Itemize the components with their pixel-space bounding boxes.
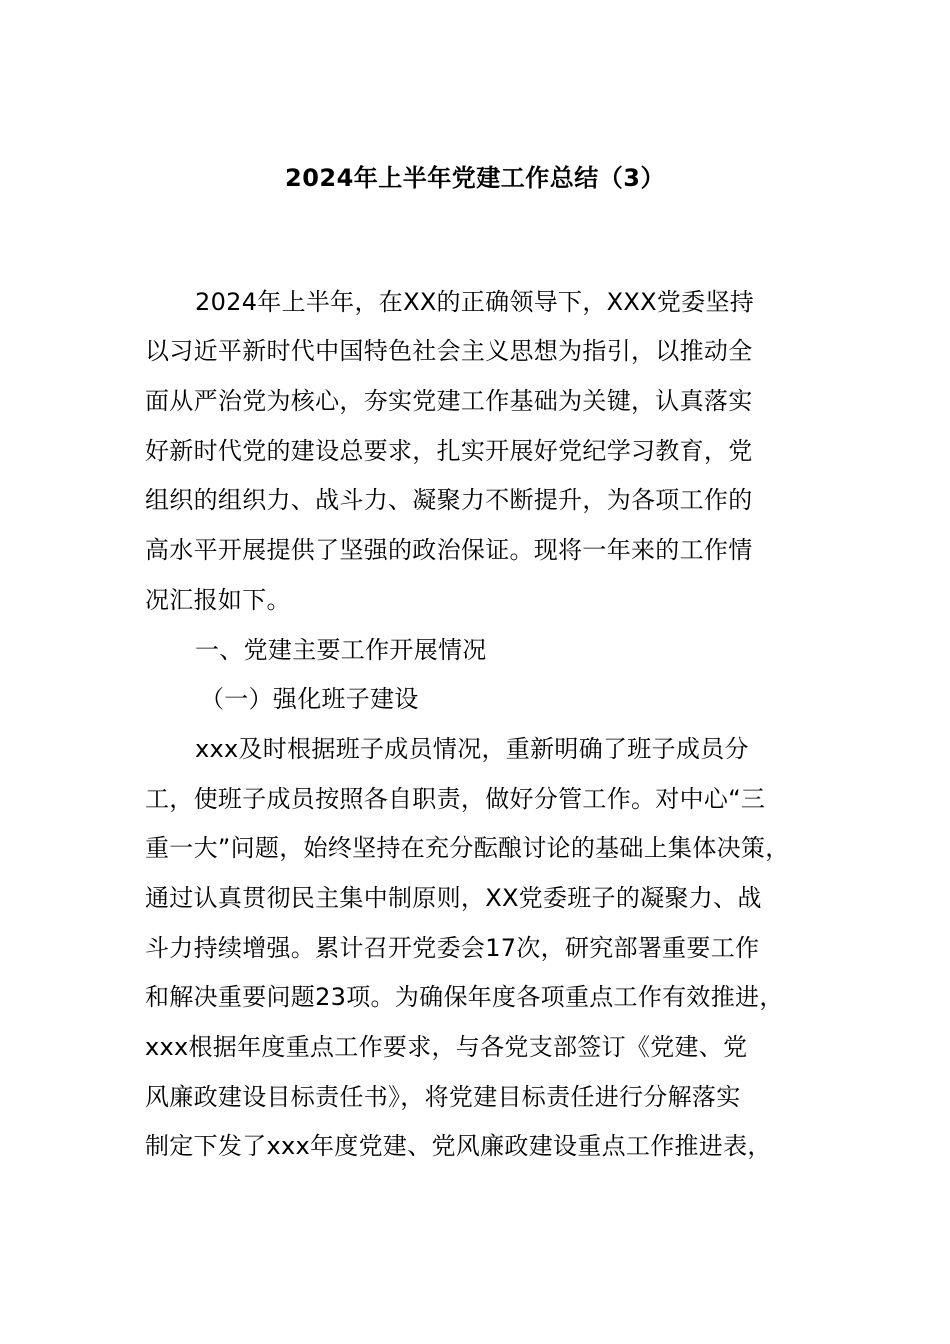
paragraph-line: 工，使班子成员按照各自职责，做好分管工作。对中心“三 — [145, 785, 766, 813]
paragraph-line: 通过认真贯彻民主集中制原则，XX党委班子的凝聚力、战 — [145, 884, 762, 912]
paragraph-line: 重一大”问题，始终坚持在充分酝酿讨论的基础上集体决策， — [145, 834, 790, 862]
paragraph-line: 好新时代党的建设总要求，扎实开展好党纪学习教育，党 — [145, 437, 753, 465]
paragraph-line: 面从严治党为核心，夯实党建工作基础为关键，认真落实 — [145, 387, 753, 415]
paragraph-line: 制定下发了xxx年度党建、党风廉政建设重点工作推进表， — [145, 1132, 772, 1160]
paragraph-line: 风廉政建设目标责任书》，将党建目标责任进行分解落实 — [145, 1083, 741, 1111]
paragraph-line: 和解决重要问题23项。为确保年度各项重点工作有效推进， — [145, 983, 784, 1011]
document-title: 2024年上半年党建工作总结（3） — [285, 164, 665, 192]
paragraph-line: 高水平开展提供了坚强的政治保证。现将一年来的工作情 — [145, 536, 753, 564]
paragraph-line: xxx根据年度重点工作要求，与各党支部签订《党建、党 — [145, 1033, 748, 1061]
paragraph-line: 况汇报如下。 — [145, 586, 291, 614]
paragraph-line: xxx及时根据班子成员情况，重新明确了班子成员分 — [195, 735, 749, 763]
paragraph-line: 以习近平新时代中国特色社会主义思想为指引，以推动全 — [145, 337, 753, 365]
section-heading: 一、党建主要工作开展情况 — [195, 636, 487, 664]
paragraph-line: 2024年上半年，在XX的正确领导下，XXX党委坚持 — [195, 288, 755, 316]
paragraph-line: 组织的组织力、战斗力、凝聚力不断提升，为各项工作的 — [145, 486, 753, 514]
subsection-heading: （一）强化班子建设 — [200, 685, 419, 713]
paragraph-line: 斗力持续增强。累计召开党委会17次，研究部署重要工作 — [145, 934, 760, 962]
